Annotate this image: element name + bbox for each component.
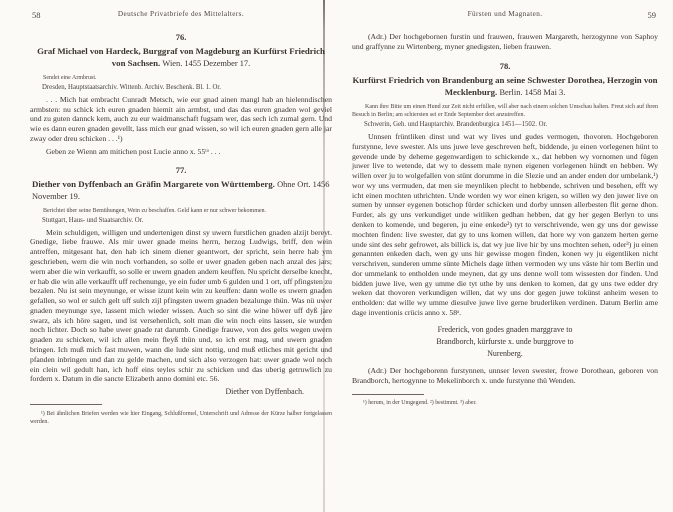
letter-77-title-names: Diether von Dyffenbach an Gräfin Margarete von Württemberg. (32, 178, 275, 189)
letter-77-address: (Adr.) Der hochgebornen furstin und frauwen, frauwen Margareth, herzogynne von Saphoy und graffynne zu Wirtenberg, myner gnedigsten, lieben frauwen. (352, 32, 658, 51)
running-header-right: Fürsten und Magnaten. (467, 10, 543, 18)
letter-77-source: Stuttgart, Haus- und Staatsarchiv. Or. (42, 216, 144, 224)
letter-78-source: Schwerin, Geh. und Hauptarchiv. Brandenburgica 1451—1502. Or. (364, 120, 548, 128)
letter-76-source: Dresden, Hauptstaatsarchiv. Wittenb. Archiv. Beschenk. Bl. 1. Or. (42, 83, 221, 91)
letter-77-summary: Berichtet über seine Bemühungen, Wein zu beschaffen. Geld kann er nur schwer bekommen. (43, 207, 267, 214)
page-left (30, 10, 332, 433)
page-number-left: 58 (32, 10, 41, 20)
letter-76-summary: Sendet eine Armbrust. (43, 74, 97, 81)
letter-76 (30, 32, 332, 156)
letter-78-signature-line1: Frederick, von godes gnaden marggrave to (437, 324, 573, 334)
footnote-left: ¹) Bei ähnlichen Briefen werden wie hier Eingang, Schlußformel, Unterschrift und Adresse der Kürze halber fortgelassen werden. (30, 410, 332, 425)
letter-78-summary: Kann ihre Bitte um einen Hund zur Zeit nicht erfüllen, will aber nach einem solchen Umschau halten. Freut sich auf ihren Besuch in Berlin; am schiersten sei er Ende September dort anzutreffen. (352, 103, 658, 118)
letter-78-signature-line2: Brandborch, kürfurste x. unde burggrove to (436, 337, 574, 347)
page-left-header (30, 10, 332, 23)
letter-78-signature-line3: Nurenberg. (487, 349, 523, 359)
letter-76-dateline: Geben ze Wienn am mitichen post Lucie anno x. 55ᵗᵒ . . . (46, 146, 221, 156)
letter-77-number: 77. (175, 164, 187, 175)
letter-76-title (30, 46, 332, 70)
letter-78-body: Unnsen früntliken dinst und wat wy lives und gudes vermogen, thovoren. Hochgeboren furstynne, leve swester. Als uns juwe leve geschreven heft, biddende, ju einen vorlegenen hünt to gevende unde by deheme gegenwardigen to schickende x., dat hebben wy vornomen und fügen juwer live to wetende, dat wy to dessem male nynen eigenen vorlegenen hündt en hebben. Wy willen over ju to wolgefallen von stünt dorumme in die Slezie und an ander enden dor umbelank,¹) wor wy uns vermuden, dat men sie meynliken plecht to hebbende, schriven und besehen, efft wy icht einen mochten uthrichten. Unde worden wy wor einen krigen, so willen wy den juwer live on sumen by unnser eygenen botschop fürder schicken und dorby unnsen allerbesten flit gerne dhon. Furder, als gy uns verkundiget unde witliken gedhan hebben, dat gy her gegen Berlyn to uns denken to komende, und begeren, ju eine enkede²) tyt to verschrivende, wen gy uns dor gewisse mochten finden: live swester, dat gy to uns komen willen, dat hore wy von ganzem herten gerne unde sint des sehr gefrowet, als billick is, dat wy jue live hir by uns mochten sehen, oder³) ju einen genannten enkeden dach, wen gy uns hir gewisse mogen finden, konen wy ju eigentliken nicht verschriven, sunderen umme sünte Michels dage üthen vermoden wy uns väste hir tom Berlin und dor ummelank to entholden unde meynen, dat gy uns denne woll tom wissesten dor finden. Und bidden juwe live, wen gy umme die tyt uthe by uns denken to komen, dat gy uns twe edder dry weken dat thovoren verkundigen willen, dat wy uns dor gegen juwe tokünst anheim wesen to entholden: dat wille wy umme diesulve juwe live gerne bruderliken verdinen. Datum Berlin ame dage inventionis crücis anno x. 58ᵃ. (352, 131, 658, 317)
letter-76-body: . . . Mich hat embracht Cunradt Metsch, wie eur gnad ainen mangl hab an hielenndischen armbsten: nu schick ich euren gnaden hiemit ain armbst, und das das euren gnaden wol geviel und zu guten dannck kem, auch zu eur waidmanschaft fugsam wer, das sech ich zumal gern. Und wie es dann euren gnaden gevellt, lass mich eur gnad wissen, so wil ich euren gnaden gern alle jar zway oder dreu schicken . . .¹) (30, 94, 332, 143)
letter-77-title (30, 179, 332, 203)
letter-78-number: 78. (499, 61, 511, 71)
footnotes-right: ¹) herum, in der Umgegend. ²) bestimmt. ³) aber. (363, 400, 477, 407)
letter-78-title-placedate: Berlin. 1458 Mai 3. (499, 87, 566, 97)
letter-78-title (352, 75, 658, 99)
letter-76-number: 76. (175, 32, 187, 42)
letter-77-signature: Diether von Dyffenbach. (225, 387, 304, 397)
page-right-header (352, 10, 658, 23)
footnote-rule-left (30, 404, 102, 405)
page-number-right: 59 (647, 10, 656, 20)
letter-78-title-names: Kurfürst Friedrich von Brandenburg an seine Schwester Dorothea, Herzogin von Mecklenburg. (352, 75, 658, 97)
page-right (352, 10, 658, 414)
letter-76-title-names: Graf Michael von Hardeck, Burggraf von Magdeburg an Kurfürst Friedrich von Sachsen. (37, 46, 325, 68)
letter-77 (30, 165, 332, 396)
letter-78-address: (Adr.) Der hochgeborenn furstynnen, unnser leven swester, frowe Dorothean, geboren von Brandborch, hertogynne to Mekelinborch x. unde furstynne thü Wenden. (352, 365, 658, 385)
letter-76-title-placedate: Wien. 1455 Dezember 17. (162, 58, 251, 68)
letter-77-title-placedate: Ohne Ort. 1456 November 19. (32, 179, 330, 201)
footnote-rule-right (352, 394, 424, 395)
letter-78 (352, 61, 658, 386)
letter-78-signature (352, 324, 658, 361)
running-header-left: Deutsche Privatbriefe des Mittelalters. (117, 10, 245, 18)
letter-77-body: Mein schuldigen, willigen und undertenigen dinst sy uwern furstlichen gnaden alzijt bereyt. Gnedige, liebe frauwe. Als mir uwer gnade meins herrn, herzog Ludwigs, briff, den wein antreffen, mitgesant hat, den hab ich sinem diener geantwort, der spricht, sein herre hab ym geschrieben, wern die win noch vorhanden, so solle er uwer gnaden geben nach anzal des jars; wern aber die win verkaufft, so solle er uwern gnaden andern keuffen. Nu spricht derselbe knecht, er hab die win alle verkaufft uff rechenunge, ye ein fuder umb 6 gulden und 1 ort, uff pfingsten zu bezalen. Nu ist sein meynunge, er wisse izunt kein win zu keuffen: dann wolle es uwern gnaden gefallen, so wol er sulch gelt uff sulch zijl pfingsten uwern gnaden bezalunge thün. Was nü uwer gnaden meynunge sye, lassent mich wieder wissen. Auch so sint die wine höwer uff dyß jare swarz, als ich höre sagen, und ist versehenlich, solt man die win noch eins lassen, sie wurden noch lichter. Doch so habe uwer gnade rat darumb. Gnedige frauwe, von des gelts wegen uwern gnaden zu schicken, wil ich allen mein fleyß thün und, so ich erst mag, und uwern gnaden bringen. Ich muß mich fast muwen, wann die lude sint nottig, und muß etliches mit gericht und pfanden inbringen und dan zu gelde machen, und sich also verzogen hat: uwer gnade wol noch ein clein wil gedult han, ich hoff eins teyles schir zu schicken und das uberig getruwlich zu fordern x. Datum in die sancte Elizabeth anno domini etc. 56. (30, 227, 332, 384)
